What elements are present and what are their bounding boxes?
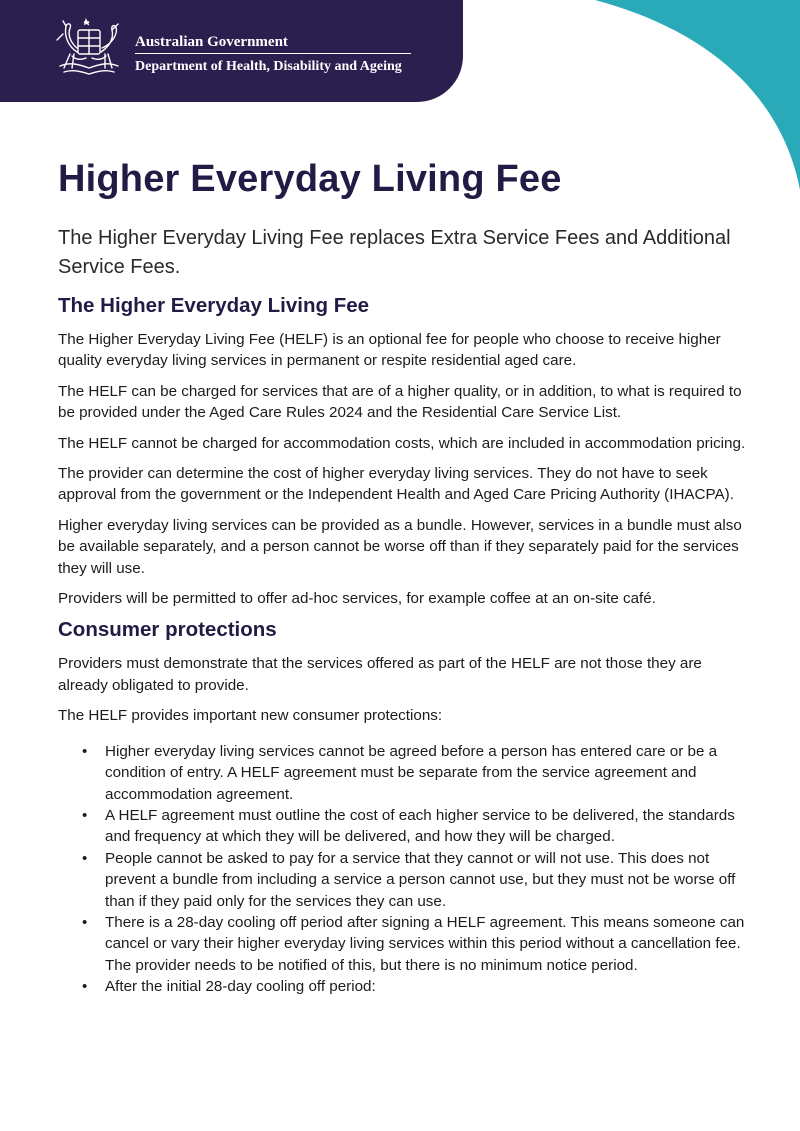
bullet-icon: • — [82, 806, 88, 824]
document-body — [58, 156, 748, 998]
section-heading-helf: The Higher Everyday Living Fee — [58, 294, 370, 317]
header-divider — [135, 53, 411, 54]
paragraph: The provider can determine the cost of higher everyday living services. They do not have to seek approval from the government or the Independent Health and Aged Care Pricing Authority (IHACPA). — [58, 465, 734, 504]
paragraph: The HELF cannot be charged for accommodation costs, which are included in accommodation pricing. — [58, 434, 746, 452]
government-banner — [0, 0, 463, 102]
bullet-icon: • — [82, 978, 88, 996]
paragraph: The Higher Everyday Living Fee (HELF) is an optional fee for people who choose to receive higher quality everyday living services in permanent or respite residential aged care. — [58, 331, 721, 370]
list-item: • People cannot be asked to pay for a service that they cannot or will not use. This does not prevent a bundle from including a service a person cannot use, but they must not be worse off than if they paid only for the services they can use. — [82, 849, 736, 910]
intro-paragraph: The Higher Everyday Living Fee replaces Extra Service Fees and Additional Service Fees. — [58, 227, 731, 278]
bullet-icon: • — [82, 742, 88, 760]
bullet-icon: • — [82, 849, 88, 867]
paragraph: Providers must demonstrate that the services offered as part of the HELF are not those they are already obligated to provide. — [58, 655, 702, 694]
bullet-icon: • — [82, 913, 88, 931]
department-name: Department of Health, Disability and Ageing — [135, 59, 402, 74]
paragraph: The HELF provides important new consumer protections: — [58, 707, 443, 725]
paragraph: Providers will be permitted to offer ad-hoc services, for example coffee at an on-site café. — [58, 590, 656, 608]
page-title: Higher Everyday Living Fee — [58, 158, 562, 200]
list-item: • After the initial 28-day cooling off period: — [58, 976, 748, 997]
protections-list — [58, 741, 748, 998]
section-heading-consumer-protections: Consumer protections — [58, 618, 277, 642]
paragraph: Higher everyday living services can be provided as a bundle. However, services in a bundle must also be available separately, and a person cannot be worse off than if they separately paid for the services they will use. — [58, 516, 742, 577]
government-name: Australian Government — [135, 34, 288, 50]
coat-of-arms-icon — [50, 16, 128, 80]
list-item: • A HELF agreement must outline the cost of each higher service to be delivered, the standards and frequency at which they will be delivered, and how they will be charged. — [82, 806, 735, 846]
list-item: • Higher everyday living services cannot be agreed before a person has entered care or be a condition of entry. A HELF agreement must be separate from the service agreement and accommodation agreement. — [82, 742, 718, 803]
paragraph: The HELF can be charged for services that are of a higher quality, or in addition, to what is required to be provided under the Aged Care Rules 2024 and the Residential Care Service List. — [58, 382, 742, 422]
list-item: • There is a 28-day cooling off period after signing a HELF agreement. This means someone can cancel or vary their higher everyday living services within this period without a cancellation fee. The provider needs to be notified of this, but there is no minimum notice period. — [82, 913, 745, 974]
